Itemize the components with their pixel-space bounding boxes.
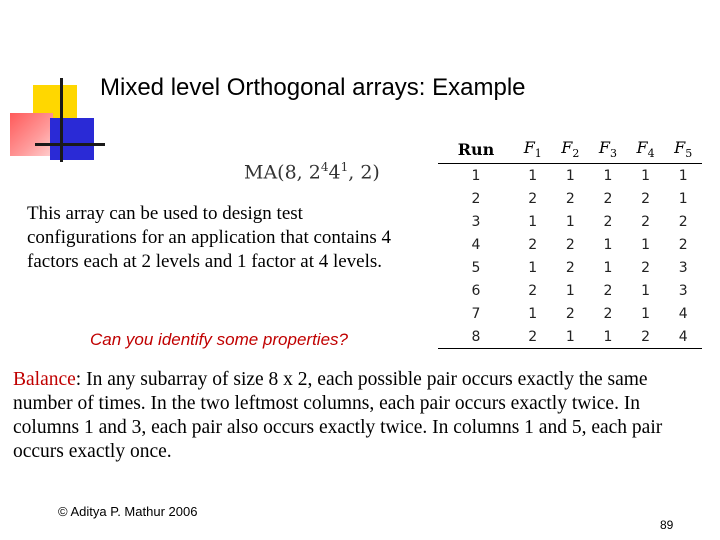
factor-cell: 1 (641, 236, 651, 253)
run-cell: 5 (471, 259, 481, 276)
run-cell: 7 (471, 305, 481, 322)
formula-suffix: , 2) (348, 161, 380, 184)
factor-cell: 1 (603, 236, 613, 253)
header-label: F (561, 138, 573, 157)
table-body (438, 164, 702, 349)
header-label: F (598, 138, 611, 157)
decor-blue-square (50, 118, 94, 160)
factor-cell: 4 (678, 305, 688, 322)
factor-cell: 2 (603, 213, 613, 230)
factor-cell: 1 (641, 305, 651, 322)
factor-cell: 1 (565, 213, 575, 230)
factor-cell: 2 (514, 325, 552, 349)
formula-mid: 4 (328, 161, 341, 184)
factor-cell: 1 (565, 167, 575, 184)
orthogonal-array-table (438, 138, 702, 348)
factor-cell: 3 (678, 282, 688, 299)
factor-cell: 2 (678, 213, 688, 230)
formula-exponent-1: 4 (320, 160, 329, 174)
header-factor-2 (552, 138, 590, 164)
table-row (438, 256, 702, 279)
factor-cell: 1 (678, 167, 688, 184)
run-cell: 2 (471, 190, 481, 207)
factor-cell: 2 (641, 213, 651, 230)
factor-cell: 2 (565, 305, 575, 322)
table-row (438, 325, 702, 349)
factor-cell: 1 (641, 282, 651, 299)
header-subscript: 5 (685, 147, 693, 161)
header-subscript: 4 (647, 147, 655, 161)
decor-horizontal-line (35, 143, 105, 146)
factor-cell: 2 (565, 259, 575, 276)
header-label: F (523, 138, 535, 157)
table-row (438, 233, 702, 256)
run-cell: 8 (438, 325, 514, 349)
balance-label: Balance (13, 369, 76, 390)
table-row (438, 187, 702, 210)
factor-cell: 2 (565, 190, 575, 207)
header-factor-1 (514, 138, 552, 164)
decor-vertical-line (60, 78, 63, 162)
factor-cell: 2 (528, 282, 538, 299)
factor-cell: 2 (641, 259, 651, 276)
decor-red-square (10, 113, 53, 156)
factor-cell: 2 (603, 282, 613, 299)
factor-cell: 1 (603, 167, 613, 184)
table-header (438, 138, 702, 164)
run-cell: 4 (471, 236, 481, 253)
header-factor-4 (627, 138, 665, 164)
balance-paragraph (13, 368, 708, 464)
factor-cell: 1 (528, 167, 538, 184)
factor-cell: 1 (528, 305, 538, 322)
header-subscript: 1 (534, 147, 542, 161)
array-formula (244, 160, 380, 183)
slide-title: Mixed level Orthogonal arrays: Example (100, 74, 526, 101)
run-cell: 3 (471, 213, 481, 230)
run-cell: 6 (471, 282, 481, 299)
table-row (438, 210, 702, 233)
table-row (438, 279, 702, 302)
balance-text: : In any subarray of size 8 x 2, each possible pair occurs exactly the same number of times. In the two leftmost columns, each pair occurs exactly twice. In columns 1 and 3, each pair also occurs exactly twice. In columns 1 and 5, each pair occurs exactly once. (13, 369, 663, 462)
description-text: This array can be used to design test configurations for an application that contains 4 factors each at 2 levels and 1 factor at 4 levels. (27, 203, 392, 272)
question-text: Can you identify some properties? (90, 330, 348, 349)
factor-cell: 2 (641, 190, 651, 207)
factor-cell: 1 (603, 259, 613, 276)
run-cell: 1 (471, 167, 481, 184)
factor-cell: 1 (589, 325, 627, 349)
factor-cell: 2 (603, 190, 613, 207)
factor-cell: 4 (664, 325, 702, 349)
page-number: 89 (660, 518, 674, 532)
header-run (438, 138, 514, 164)
factor-cell: 2 (678, 236, 688, 253)
table-row (438, 302, 702, 325)
header-label: F (636, 138, 648, 157)
formula-prefix: MA(8, 2 (244, 161, 321, 184)
factor-cell: 1 (565, 282, 575, 299)
factor-cell: 1 (552, 325, 590, 349)
factor-cell: 1 (641, 167, 651, 184)
factor-cell: 2 (528, 236, 538, 253)
header-subscript: 3 (610, 147, 618, 161)
factor-cell: 3 (678, 259, 688, 276)
footer-copyright: © Aditya P. Mathur 2006 (58, 504, 198, 519)
factor-cell: 2 (565, 236, 575, 253)
array-table (438, 138, 702, 349)
header-factor-5 (664, 138, 702, 164)
factor-cell: 2 (603, 305, 613, 322)
factor-cell: 2 (528, 190, 538, 207)
factor-cell: 1 (678, 190, 688, 207)
header-row (438, 138, 702, 164)
table-row (438, 164, 702, 188)
header-subscript: 2 (572, 147, 580, 161)
formula-exponent-2: 1 (340, 160, 349, 174)
factor-cell: 1 (528, 259, 538, 276)
factor-cell: 2 (627, 325, 665, 349)
header-label: F (674, 138, 686, 157)
factor-cell: 1 (528, 213, 538, 230)
header-factor-3 (589, 138, 627, 164)
header-label: Run (457, 139, 495, 159)
